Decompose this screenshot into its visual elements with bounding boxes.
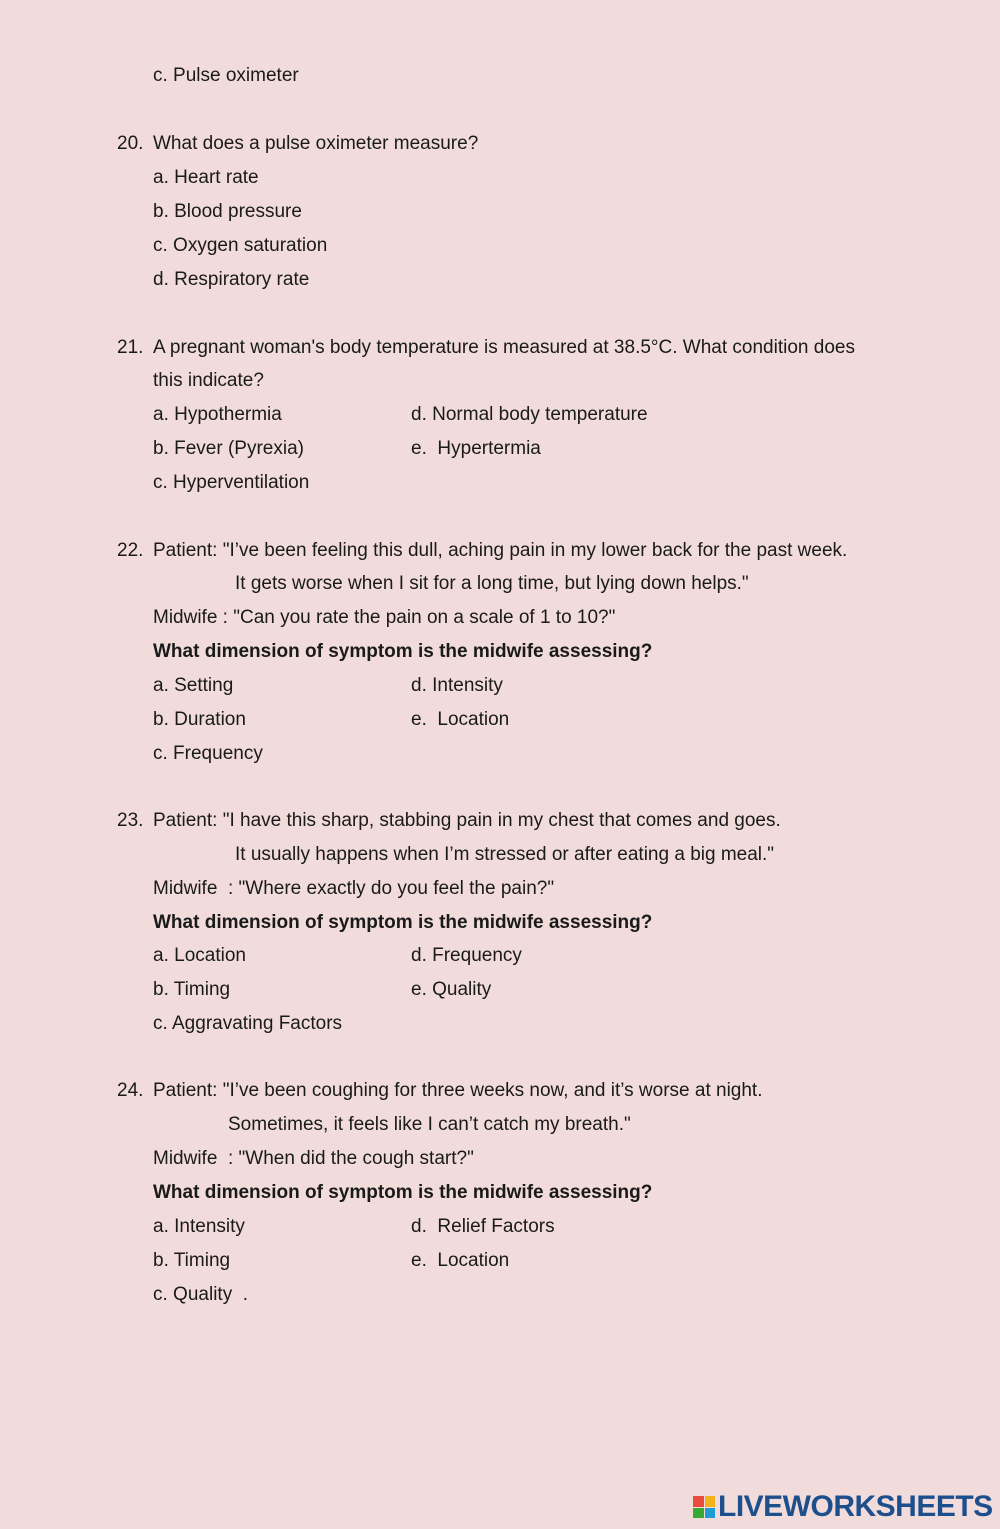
q23-option-d: d. Frequency (411, 945, 522, 966)
q20-option-a: a. Heart rate (153, 167, 259, 188)
q22-option-b: b. Duration (153, 709, 246, 730)
q23-option-a: a. Location (153, 945, 246, 966)
q23-option-e: e. Quality (411, 979, 492, 1000)
q22-patient-line2: It gets worse when I sit for a long time, but lying down helps." (235, 573, 749, 594)
q21-option-e: e. Hypertermia (411, 438, 541, 459)
q21-option-c: c. Hyperventilation (153, 472, 310, 493)
q22-option-d: d. Intensity (411, 675, 503, 696)
liveworksheets-logo (693, 1490, 993, 1524)
q22-patient-line1: Patient: "I’ve been feeling this dull, aching pain in my lower back for the past week. (153, 540, 848, 561)
q24-midwife-line: Midwife : "When did the cough start?" (153, 1148, 474, 1169)
q24-option-b: b. Timing (153, 1250, 231, 1271)
q22-option-a: a. Setting (153, 675, 234, 696)
q21-number: 21. (117, 337, 144, 358)
q23-question: What dimension of symptom is the midwife assessing? (153, 912, 653, 933)
q23-number: 23. (117, 810, 144, 831)
q20-option-d: d. Respiratory rate (153, 269, 310, 290)
q24-patient-line1: Patient: "I’ve been coughing for three weeks now, and it’s worse at night. (153, 1080, 763, 1101)
q23-option-c: c. Aggravating Factors (153, 1013, 343, 1034)
q23-midwife-line: Midwife : "Where exactly do you feel the pain?" (153, 878, 555, 899)
q24-option-e: e. Location (411, 1250, 510, 1271)
q22-question: What dimension of symptom is the midwife assessing? (153, 641, 653, 662)
q22-option-c: c. Frequency (153, 743, 263, 764)
q22-midwife-line: Midwife : "Can you rate the pain on a scale of 1 to 10?" (153, 607, 616, 628)
q24-number: 24. (117, 1080, 144, 1101)
q24-question: What dimension of symptom is the midwife assessing? (153, 1182, 653, 1203)
q21-question-line2: this indicate? (153, 370, 264, 391)
q20-question: What does a pulse oximeter measure? (153, 133, 479, 154)
q20-number: 20. (117, 133, 144, 154)
q19-option-c: c. Pulse oximeter (153, 65, 299, 86)
q23-option-b: b. Timing (153, 979, 231, 1000)
q24-option-d: d. Relief Factors (411, 1216, 555, 1237)
q22-option-e: e. Location (411, 709, 510, 730)
logo-block-blue (705, 1508, 716, 1519)
q21-option-b: b. Fever (Pyrexia) (153, 438, 304, 459)
q24-option-a: a. Intensity (153, 1216, 245, 1237)
q24-patient-line2: Sometimes, it feels like I can’t catch my breath." (228, 1114, 631, 1135)
q23-patient-line2: It usually happens when I’m stressed or after eating a big meal." (235, 844, 775, 865)
q21-question-line1: A pregnant woman's body temperature is measured at 38.5°C. What condition does (153, 337, 855, 358)
q24-option-c: c. Quality . (153, 1284, 249, 1305)
q20-option-b: b. Blood pressure (153, 201, 302, 222)
q21-option-a: a. Hypothermia (153, 404, 282, 425)
q22-number: 22. (117, 540, 144, 561)
logo-blocks-icon (693, 1496, 715, 1518)
logo-block-yellow (705, 1496, 716, 1507)
q20-option-c: c. Oxygen saturation (153, 235, 328, 256)
logo-block-red (693, 1496, 704, 1507)
logo-text: LIVEWORKSHEETS (718, 1490, 993, 1523)
logo-block-green (693, 1508, 704, 1519)
q23-patient-line1: Patient: "I have this sharp, stabbing pain in my chest that comes and goes. (153, 810, 781, 831)
q21-option-d: d. Normal body temperature (411, 404, 648, 425)
